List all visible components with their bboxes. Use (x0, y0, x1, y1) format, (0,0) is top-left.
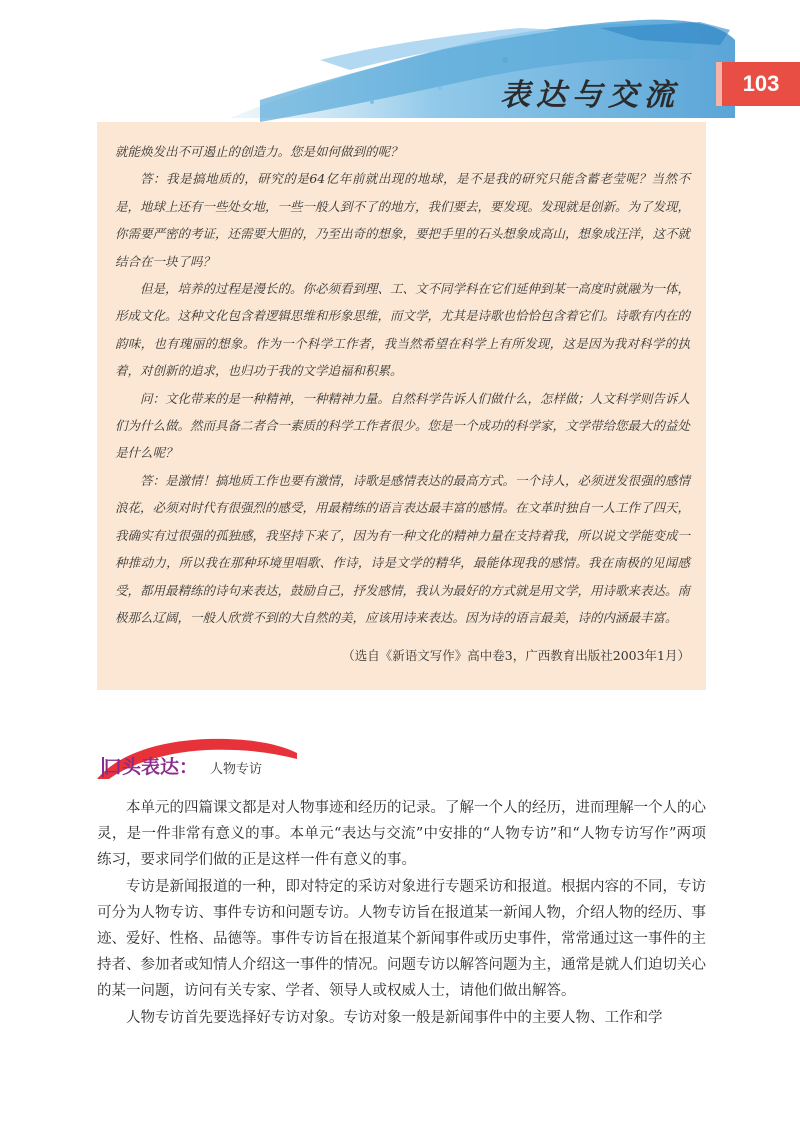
body-paragraph: 专访是新闻报道的一种，即对特定的采访对象进行专题采访和报道。根据内容的不同，专访可分为人物专访、事件专访和问题专访。人物专访旨在报道某一新闻人物，介绍人物的经历、事迹、爱好、性格、品德等。事件专访旨在报道某个新闻事件或历史事件，常常通过这一事件的主持者、参加者或知情人介绍这一事件的情况。问题专访以解答问题为主，通常是就人们迫切关心的某一问题，访问有关专家、学者、领导人或权威人士，请他们做出解答。 (97, 878, 706, 1000)
quote-paragraph: 答：我是搞地质的，研究的是64亿年前就出现的地球，是不是我的研究只能含蓄老莹呢？当然不是，地球上还有一些处女地，一些一般人到不了的地方，我们要去，要发现。发现就是创新。为了发现，你需要严密的考证，还需要大胆的，乃至出奇的想象，要把手里的石头想象成高山，想象成汪洋，这不就结合在一块了吗？ (115, 171, 691, 269)
section-title: 表达与交流 (500, 78, 680, 113)
oral-section-title: 口头表达： (103, 756, 199, 778)
quote-source: （选自《新语文写作》高中卷3，广西教育出版社2003年1月） (342, 648, 690, 663)
header-brush-decoration (0, 0, 800, 130)
body-paragraph: 本单元的四篇课文都是对人物事迹和经历的记录。了解一个人的经历，进而理解一个人的心灵，是一件非常有意义的事。本单元“表达与交流”中安排的“人物专访”和“人物专访写作”两项练习，要求同学们做的正是这样一件有意义的事。 (97, 800, 706, 869)
body-text (97, 795, 706, 1031)
quote-paragraph: 但是，培养的过程是漫长的。你必须看到理、工、文不同学科在它们延伸到某一高度时就融为一体，形成文化。这种文化包含着逻辑思维和形象思维，而文学，尤其是诗歌也恰恰包含着它们。诗歌有内在的韵味，也有瑰丽的想象。作为一个科学工作者，我当然希望在科学上有所发现，这是因为我对科学的执着，对创新的追求，也归功于我的文学追福和积累。 (115, 281, 691, 379)
oral-section-subtitle: 人物专访 (210, 762, 263, 777)
interview-quote-box (97, 122, 706, 690)
quote-paragraph: 问：文化带来的是一种精神，一种精神力量。自然科学告诉人们做什么，怎样做；人文科学则告诉人们为什么做。然而具备二者合一素质的科学工作者很少。您是一个成功的科学家，文学带给您最大的益处是什么呢？ (115, 390, 691, 461)
quote-paragraph: 答：是激情！搞地质工作也要有激情，诗歌是感情表达的最高方式。一个诗人，必须迸发很强的感情浪花，必须对时代有很强烈的感受，用最精练的语言表达最丰富的感情。在文革时独自一人工作了四天，我确实有过很强的孤独感，我坚持下来了，因为有一种文化的精神力量在支持着我，所以说文学能变成一种推动力，所以我在那种环境里唱歌、作诗，诗是文学的精华，最能体现我的感情。我在南极的见闻感受，都用最精练的诗句来表达，鼓励自己，抒发感情，我认为最好的方式就是用文学，用诗歌来表达。南极那么辽阔，一般人欣赏不到的大自然的美，应该用诗来表达。因为诗的语言最美，诗的内涵最丰富。 (115, 472, 691, 625)
page-number: 103 (722, 62, 800, 106)
quote-paragraph: 就能焕发出不可遏止的创造力。您是如何做到的呢？ (115, 144, 403, 159)
body-paragraph: 人物专访首先要选择好专访对象。专访对象一般是新闻事件中的主要人物、工作和学 (126, 1009, 663, 1026)
